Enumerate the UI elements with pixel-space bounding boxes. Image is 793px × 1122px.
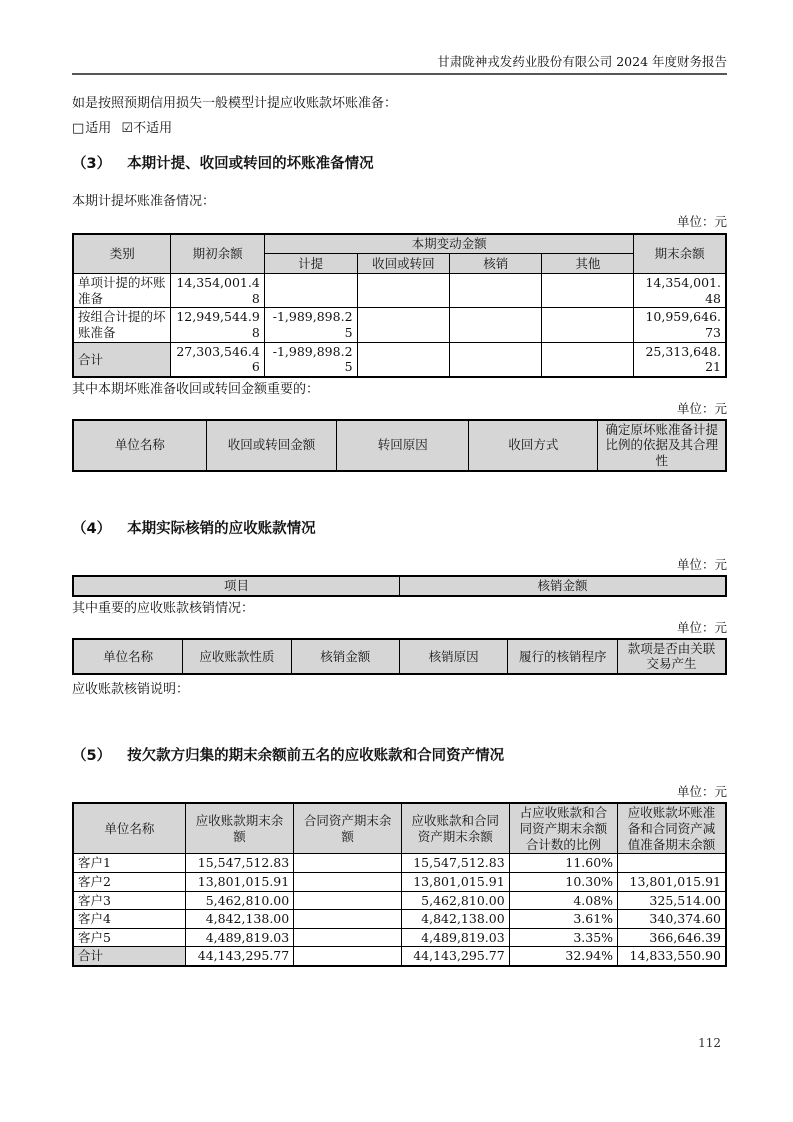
table-row — [73, 872, 726, 891]
column-header-writeoff-amount: 核销金额 — [291, 639, 399, 674]
cell-total-label: 合计 — [73, 342, 171, 377]
cell-other — [542, 342, 634, 377]
cell-value: 4.08% — [509, 891, 617, 910]
cell-recovery — [357, 274, 450, 308]
column-header-opening-balance: 期初余额 — [171, 234, 264, 274]
column-header-unit-name: 单位名称 — [73, 420, 206, 471]
cell-closing: 25,313,648.21 — [634, 342, 726, 377]
apply-label: 适用 — [85, 120, 112, 136]
unit-label: 单位：元 — [676, 784, 727, 800]
section-5-title: 按欠款方归集的期末余额前五名的应收账款和合同资产情况 — [127, 747, 505, 764]
column-header-recovery-method: 收回方式 — [469, 420, 598, 471]
column-header-proportion: 占应收账款和合同资产期末余额合计数的比例 — [509, 803, 617, 853]
column-header-other: 其他 — [542, 254, 634, 274]
cell-value: 32.94% — [509, 947, 617, 966]
unit-label: 单位：元 — [676, 400, 727, 416]
cell-closing: 14,354,001.48 — [634, 274, 726, 308]
cell-value: 5,462,810.00 — [401, 891, 509, 910]
column-header-writeoff-reason: 核销原因 — [399, 639, 507, 674]
cell-value: 11.60% — [509, 854, 617, 873]
column-header-unit-name: 单位名称 — [73, 803, 185, 853]
cell-accrual: -1,989,898.25 — [264, 308, 357, 342]
column-header-writeoff-amount: 核销金额 — [400, 576, 727, 596]
cell-value: 5,462,810.00 — [185, 891, 293, 910]
cell-value — [294, 928, 402, 947]
cell-value: 15,547,512.83 — [185, 854, 293, 873]
column-header-writeoff-procedure: 履行的核销程序 — [508, 639, 618, 674]
cell-value: 3.61% — [509, 910, 617, 929]
column-header-provision-closing: 应收账款坏账准备和合同资产减值准备期末余额 — [618, 803, 726, 853]
top5-receivables-table — [72, 802, 727, 967]
column-header-related-party: 款项是否由关联交易产生 — [618, 639, 726, 674]
cell-value: 4,842,138.00 — [185, 910, 293, 929]
table-row — [73, 308, 726, 342]
expected-credit-loss-question: 如是按照预期信用损失一般模型计提应收账款坏账准备： — [72, 96, 398, 112]
actual-writeoff-table — [72, 575, 727, 597]
cell-value: 366,646.39 — [618, 928, 726, 947]
cell-accrual: -1,989,898.25 — [264, 342, 357, 377]
cell-value — [294, 947, 402, 966]
section-4-title: 本期实际核销的应收账款情况 — [127, 520, 316, 537]
cell-value — [294, 910, 402, 929]
cell-value — [294, 854, 402, 873]
table-row — [73, 910, 726, 929]
report-header-title: 甘肃陇神戎发药业股份有限公司 2024 年度财务报告 — [72, 54, 727, 75]
column-header-receivable-nature: 应收账款性质 — [183, 639, 291, 674]
cell-opening: 14,354,001.48 — [171, 274, 264, 308]
cell-customer: 客户5 — [73, 928, 185, 947]
section-3-title: 本期计提、收回或转回的坏账准备情况 — [127, 156, 374, 173]
column-header-accrual: 计提 — [264, 254, 357, 274]
cell-value — [294, 891, 402, 910]
cell-value — [294, 872, 402, 891]
cell-accrual — [264, 274, 357, 308]
cell-value: 4,489,819.03 — [185, 928, 293, 947]
cell-value: 15,547,512.83 — [401, 854, 509, 873]
section-5-number: （5） — [72, 747, 112, 764]
important-writeoff-note: 其中重要的应收账款核销情况： — [72, 601, 255, 617]
cell-value: 13,801,015.91 — [401, 872, 509, 891]
applicability-line — [72, 120, 727, 138]
column-header-combined-closing: 应收账款和合同资产期末余额 — [401, 803, 509, 853]
column-header-item: 项目 — [73, 576, 400, 596]
cell-closing: 10,959,646.73 — [634, 308, 726, 342]
not-apply-label: 不适用 — [133, 120, 173, 136]
unit-label: 单位：元 — [676, 214, 727, 230]
cell-value — [618, 854, 726, 873]
recovery-note-text: 其中本期坏账准备收回或转回金额重要的： — [72, 381, 320, 397]
column-header-category: 类别 — [73, 234, 171, 274]
table-row — [73, 274, 726, 308]
cell-other — [542, 308, 634, 342]
cell-other — [542, 274, 634, 308]
cell-category: 单项计提的坏账准备 — [73, 274, 171, 308]
cell-value: 13,801,015.91 — [618, 872, 726, 891]
table-row — [73, 928, 726, 947]
column-header-reversal-reason: 转回原因 — [337, 420, 469, 471]
section-3-heading — [72, 155, 727, 175]
cell-category: 按组合计提的坏账准备 — [73, 308, 171, 342]
section-3-number: （3） — [72, 156, 112, 173]
cell-value: 44,143,295.77 — [401, 947, 509, 966]
section-4-number: （4） — [72, 520, 112, 537]
column-header-basis-rationality: 确定原坏账准备计提比例的依据及其合理性 — [598, 420, 726, 471]
column-header-writeoff: 核销 — [450, 254, 542, 274]
cell-recovery — [357, 342, 450, 377]
cell-value: 44,143,295.77 — [185, 947, 293, 966]
cell-value: 325,514.00 — [618, 891, 726, 910]
checkbox-unchecked-icon: □ — [72, 120, 85, 136]
cell-value: 340,374.60 — [618, 910, 726, 929]
column-header-recovery: 收回或转回 — [357, 254, 450, 274]
cell-value: 4,842,138.00 — [401, 910, 509, 929]
cell-opening: 27,303,546.46 — [171, 342, 264, 377]
cell-customer: 客户4 — [73, 910, 185, 929]
column-header-current-change: 本期变动金额 — [264, 234, 634, 254]
cell-value: 3.35% — [509, 928, 617, 947]
cell-value: 4,489,819.03 — [401, 928, 509, 947]
cell-opening: 12,949,544.98 — [171, 308, 264, 342]
section-4-heading — [72, 520, 727, 540]
writeoff-explain-note: 应收账款核销说明： — [72, 682, 190, 698]
cell-value: 10.30% — [509, 872, 617, 891]
column-header-closing-balance: 期末余额 — [634, 234, 726, 274]
provision-lead-text: 本期计提坏账准备情况： — [72, 193, 216, 209]
unit-label: 单位：元 — [676, 557, 727, 573]
significant-recovery-table — [72, 419, 727, 472]
cell-recovery — [357, 308, 450, 342]
column-header-contract-asset-closing: 合同资产期末余额 — [294, 803, 402, 853]
cell-customer: 客户1 — [73, 854, 185, 873]
important-writeoff-table — [72, 638, 727, 675]
cell-value: 14,833,550.90 — [618, 947, 726, 966]
table-total-row — [73, 342, 726, 377]
table-row — [73, 891, 726, 910]
unit-label: 单位：元 — [676, 619, 727, 635]
section-5-heading — [72, 747, 727, 767]
cell-value: 13,801,015.91 — [185, 872, 293, 891]
bad-debt-provision-table — [72, 233, 727, 378]
cell-customer: 客户2 — [73, 872, 185, 891]
table-total-row — [73, 947, 726, 966]
page-number: 112 — [698, 1036, 721, 1050]
cell-writeoff — [450, 342, 542, 377]
column-header-receivable-closing: 应收账款期末余额 — [185, 803, 293, 853]
cell-customer: 客户3 — [73, 891, 185, 910]
cell-writeoff — [450, 274, 542, 308]
cell-total-label: 合计 — [73, 947, 185, 966]
cell-writeoff — [450, 308, 542, 342]
column-header-recovery-amount: 收回或转回金额 — [206, 420, 337, 471]
checkbox-checked-icon: ☑ — [121, 120, 134, 136]
column-header-unit-name: 单位名称 — [73, 639, 183, 674]
table-row — [73, 854, 726, 873]
